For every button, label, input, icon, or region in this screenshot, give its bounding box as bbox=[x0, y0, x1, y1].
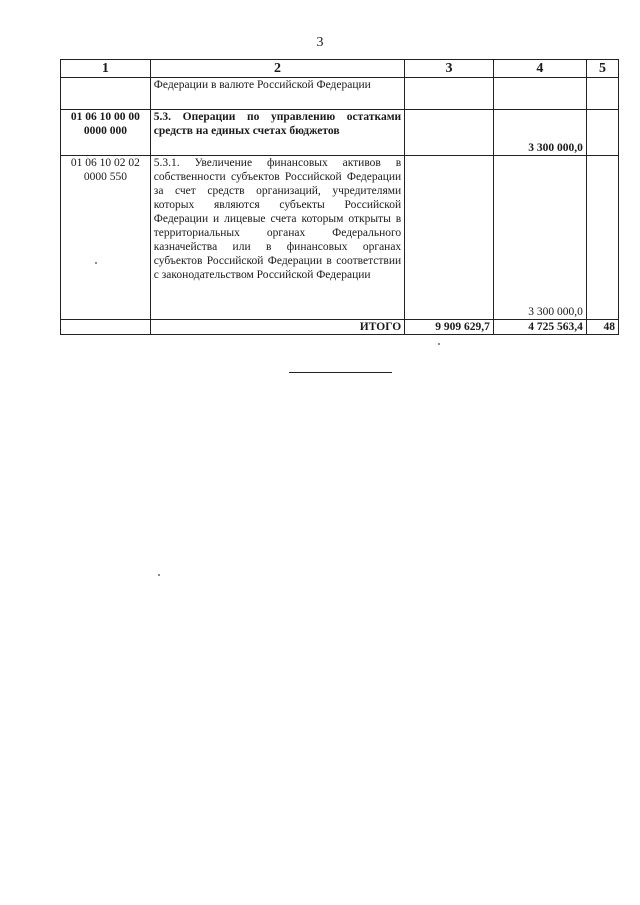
column-header-4: 4 bbox=[493, 60, 586, 78]
cell-col5 bbox=[586, 156, 618, 320]
table-row-section bbox=[61, 110, 619, 156]
scan-speck bbox=[438, 343, 440, 345]
column-header-1: 1 bbox=[61, 60, 151, 78]
cell-description: 5.3.1. Увеличение финансовых активов в собственности субъектов Российской Федерации за счет средств организаций, учредителями которых являются субъекты Российской Федерации и лицевые счета которым открыты в территориальных органах Федерального казначейства или в финансовых органах субъектов Российской Федерации в соответствии с законодательством Российской Федерации bbox=[150, 156, 404, 320]
end-divider-line bbox=[289, 372, 392, 373]
scan-speck bbox=[158, 574, 160, 576]
cell-col3 bbox=[405, 78, 494, 110]
column-header-3: 3 bbox=[405, 60, 494, 78]
cell-code bbox=[61, 320, 151, 335]
cell-description: 5.3. Операции по управлению остатками средств на единых счетах бюджетов bbox=[150, 110, 404, 156]
total-col4: 4 725 563,4 bbox=[493, 320, 586, 335]
cell-description: Федерации в валюте Российской Федерации bbox=[150, 78, 404, 110]
table-header-row bbox=[61, 60, 619, 78]
cell-col5 bbox=[586, 110, 618, 156]
cell-col5 bbox=[586, 78, 618, 110]
cell-code: 01 06 10 02 02 0000 550 bbox=[61, 156, 151, 320]
table-row-total bbox=[61, 320, 619, 335]
cell-code: 01 06 10 00 00 0000 000 bbox=[61, 110, 151, 156]
total-label: ИТОГО bbox=[150, 320, 404, 335]
cell-col3 bbox=[405, 156, 494, 320]
cell-code bbox=[61, 78, 151, 110]
cell-col3 bbox=[405, 110, 494, 156]
table-row-continuation bbox=[61, 78, 619, 110]
cell-col4: 3 300 000,0 bbox=[493, 110, 586, 156]
budget-table bbox=[60, 59, 619, 335]
table-row-subsection bbox=[61, 156, 619, 320]
scan-speck bbox=[95, 262, 97, 264]
cell-col4: 3 300 000,0 bbox=[493, 156, 586, 320]
total-col5: 48 bbox=[586, 320, 618, 335]
column-header-2: 2 bbox=[150, 60, 404, 78]
cell-col4 bbox=[493, 78, 586, 110]
total-col3: 9 909 629,7 bbox=[405, 320, 494, 335]
page-number: 3 bbox=[316, 35, 324, 50]
column-header-5: 5 bbox=[586, 60, 618, 78]
